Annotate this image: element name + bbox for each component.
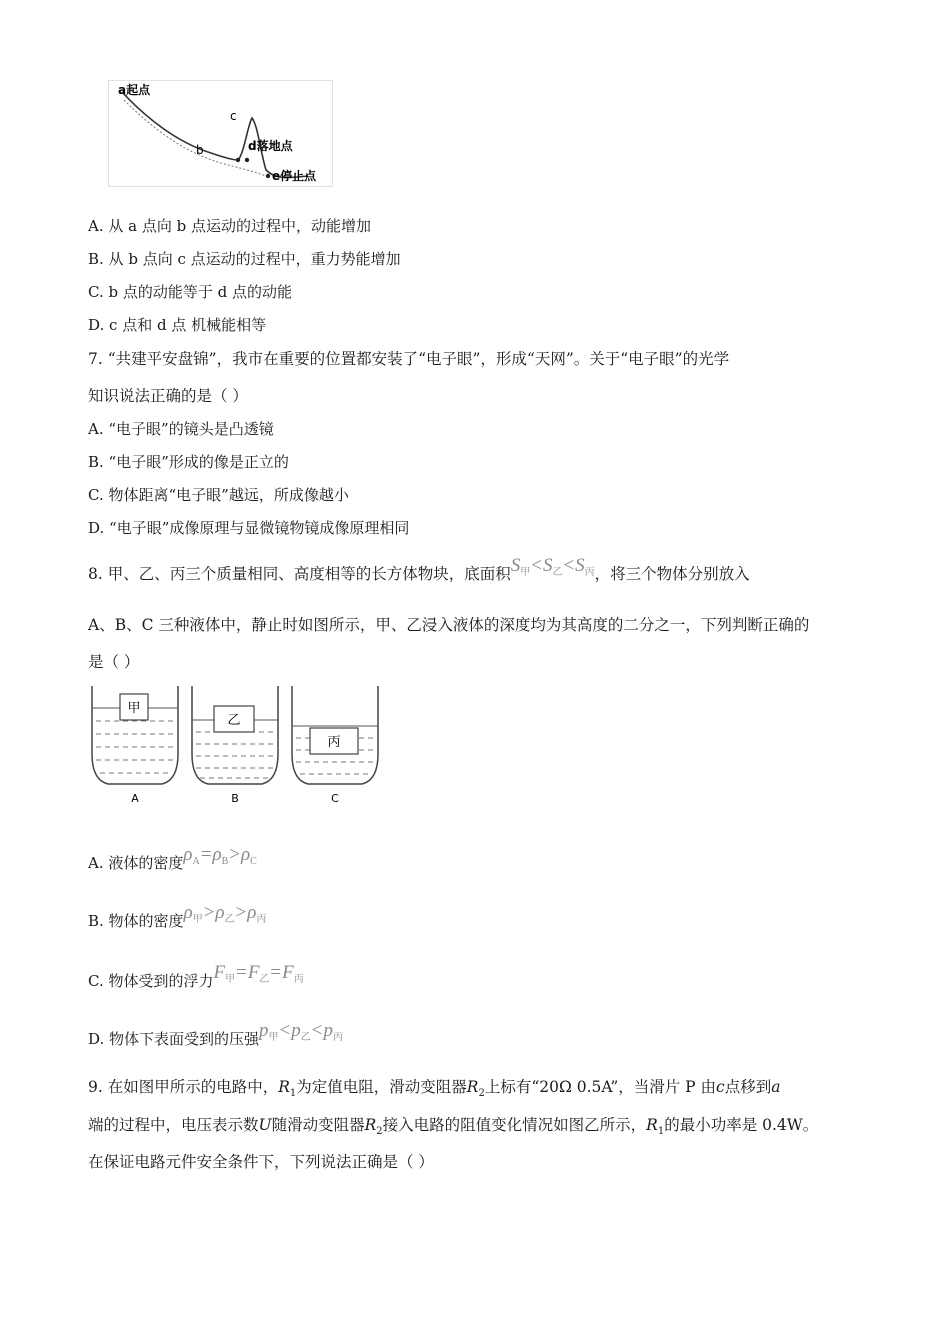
q8-stem-line1-b: ，将三个物体分别放入 [594,565,750,583]
q7-option-d: D. “电子眼”成像原理与显微镜物镜成像原理相同 [88,519,410,537]
q8-option-d-formula: $p_甲<p_乙<p_丙$ [259,1020,343,1043]
q7-option-a: A. “电子眼”的镜头是凸透镜 [88,420,274,438]
q9-stem-line2: 端的过程中，电压表示数U随滑动变阻器$R_2$接入电路的阻值变化情况如图乙所示，$R_1$的最小功率是 0.4W。 [88,1116,819,1138]
q9-stem-line1: 9. 在如图甲所示的电路中，$R_1$为定值电阻，滑动变阻器$R_2$上标有“20Ω 0.5A”，当滑片 P 由c点移到a [88,1078,781,1100]
label-a: a起点 [118,83,151,97]
q6-option-a: A. 从 a 点向 b 点运动的过程中，动能增加 [88,217,371,235]
q8-option-b: B. 物体的密度$\rho_甲>\rho_乙>\rho_丙$ [88,902,267,930]
containers-figure [88,684,388,808]
q7-option-b: B. “电子眼”形成的像是正立的 [88,453,289,471]
track-slope [122,92,238,160]
label-d: d落地点 [248,139,293,153]
q8-option-c: C. 物体受到的浮力$F_甲=F_乙=F_丙$ [88,962,304,990]
q6-option-c: C. b 点的动能等于 d 点的动能 [88,283,292,301]
q8-stem-line1 [88,555,750,586]
q8-stem-line1-a: 8. 甲、乙、丙三个质量相同、高度相等的长方体物块，底面积 [88,565,511,583]
container-c [292,686,378,805]
container-b-label: B [231,792,239,805]
label-c: c [230,109,237,123]
label-b: b [196,143,204,157]
track-ground [124,100,266,176]
point-e [266,174,270,178]
block-yi-label: 乙 [227,713,241,728]
track-figure [108,80,334,188]
q8-option-c-formula: $F_甲=F_乙=F_丙$ [213,962,304,985]
q6-option-b: B. 从 b 点向 c 点运动的过程中，重力势能增加 [88,250,401,268]
block-bing-label: 丙 [327,735,341,750]
q8-option-b-formula: $\rho_甲>\rho_乙>\rho_丙$ [183,902,267,925]
q8-formula-area: $S_甲<S_乙<S_丙$ [510,555,595,578]
q7-option-c: C. 物体距离“电子眼”越远，所成像越小 [88,486,349,504]
q8-option-a-formula: $\rho_A=\rho_B>\rho_C$ [183,844,257,867]
container-a-label: A [131,792,139,805]
q7-stem-line1: 7. “共建平安盘锦”，我市在重要的位置都安装了“电子眼”，形成“天网”。关于“电子眼”的光学 [88,350,730,368]
q7-stem-line2: 知识说法正确的是（ ） [88,387,248,405]
block-jia-label: 甲 [127,701,141,716]
label-e: e停止点 [272,169,317,183]
point-b [236,158,240,162]
container-a [92,686,178,805]
q8-stem-line2: A、B、C 三种液体中，静止时如图所示，甲、乙浸入液体的深度均为其高度的二分之一，下列判断正确的 [88,616,810,634]
q8-stem-line3: 是（ ） [88,653,140,671]
q9-stem-line3: 在保证电路元件安全条件下，下列说法正确是（ ） [88,1153,434,1171]
q6-option-d: D. c 点和 d 点 机械能相等 [88,316,267,334]
container-c-label: C [331,792,339,805]
container-b [192,686,278,805]
point-d [245,158,249,162]
q8-option-a: A. 液体的密度$\rho_A=\rho_B>\rho_C$ [88,844,257,872]
q8-option-d: D. 物体下表面受到的压强$p_甲<p_乙<p_丙$ [88,1020,343,1048]
